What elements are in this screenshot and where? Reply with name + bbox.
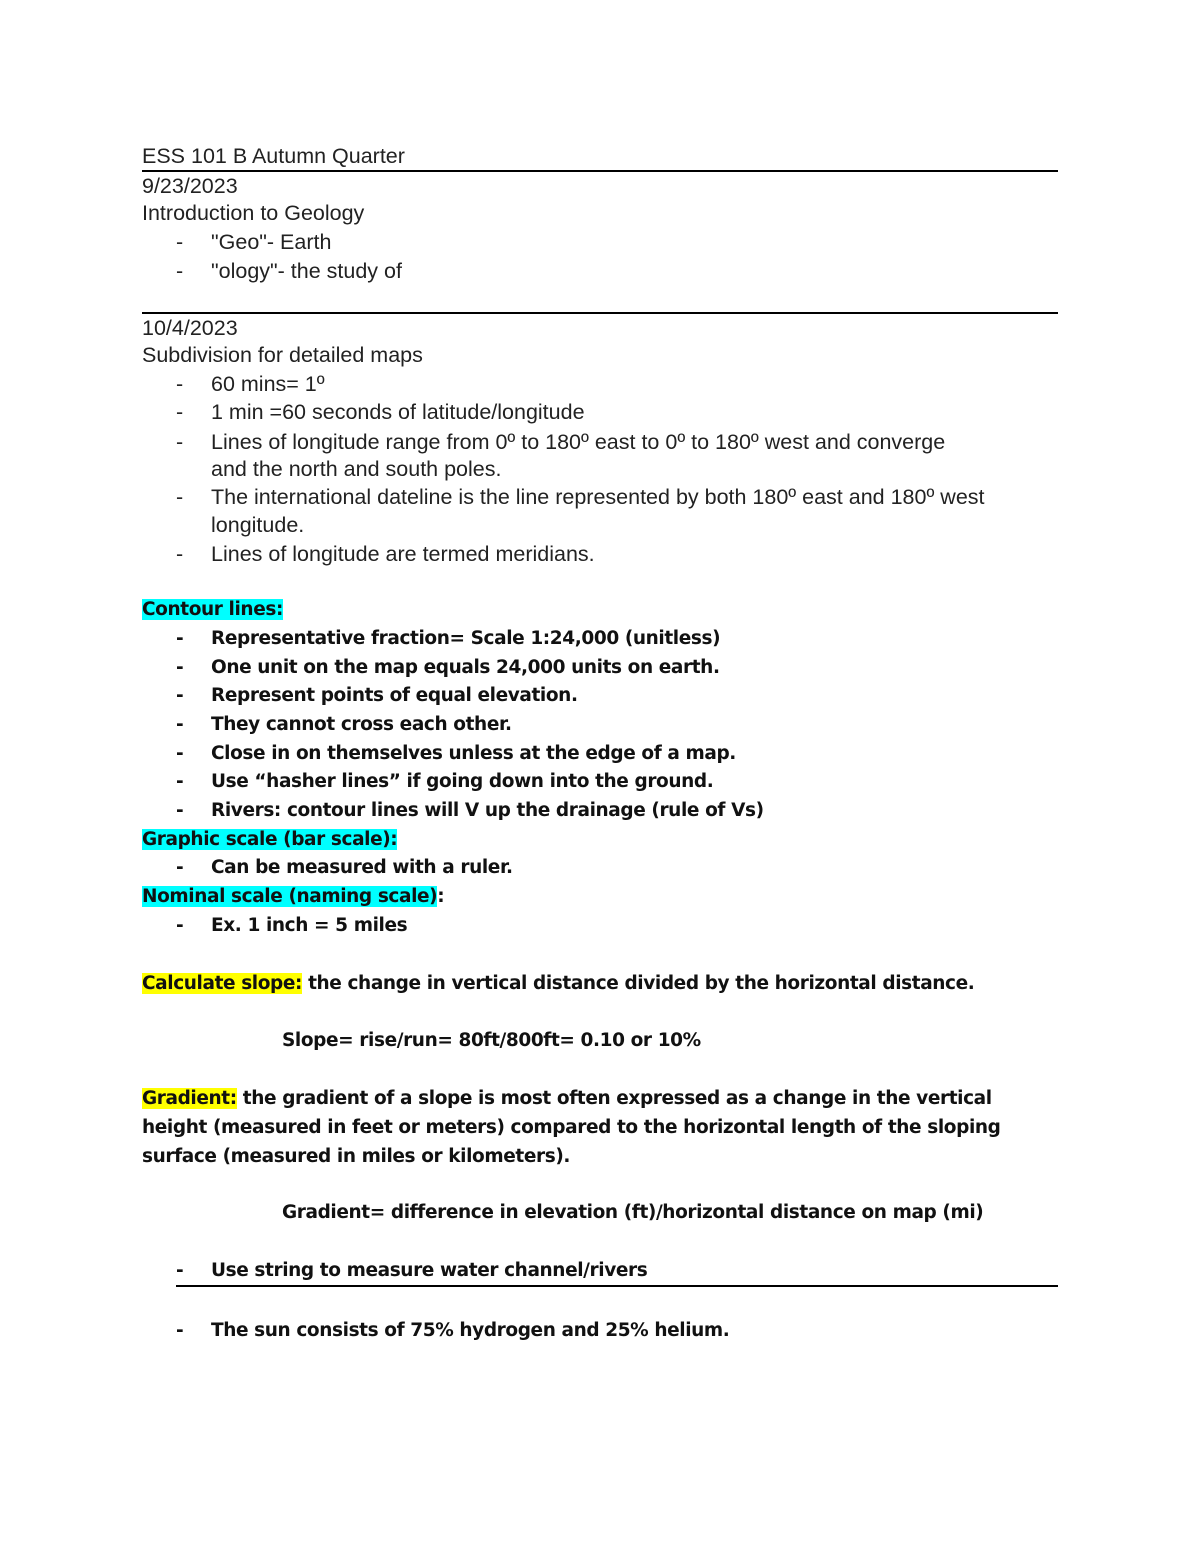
cyan-highlight: Graphic scale (bar scale): [142, 829, 398, 850]
section2-bullet: The international dateline is the line represented by both 180º east and 180º west [211, 485, 985, 509]
bullet-marker: - [176, 800, 184, 821]
bullet-marker: - [176, 857, 184, 878]
section2-bullet: 60 mins= 1º [211, 372, 325, 396]
contour-bullet: Represent points of equal elevation. [211, 685, 578, 706]
slope-paragraph [142, 970, 974, 998]
bullet-marker: - [176, 542, 184, 566]
section2-bullet: Lines of longitude range from 0º to 180º east to 0º to 180º west and converge [211, 430, 946, 454]
section1-date: 9/23/2023 [142, 174, 238, 198]
yellow-highlight: Calculate slope: [142, 973, 303, 994]
section2-bullet-continuation: longitude. [211, 513, 305, 537]
nominal-scale-bullet: Ex. 1 inch = 5 miles [211, 915, 408, 936]
contour-bullet: Rivers: contour lines will V up the drainage (rule of Vs) [211, 800, 764, 821]
contour-bullet: They cannot cross each other. [211, 714, 512, 735]
bullet-marker: - [176, 915, 184, 936]
gradient-text: the gradient of a slope is most often expressed as a change in the vertical height (measured in feet or meters) compared to the horizontal length of the sloping surface (measured in miles or kilometers). [142, 1088, 1001, 1167]
section2-heading: Subdivision for detailed maps [142, 343, 423, 367]
contour-bullet: Use “hasher lines” if going down into the ground. [211, 771, 714, 792]
bullet-marker: - [176, 628, 184, 649]
section2-bullet: Lines of longitude are termed meridians. [211, 542, 595, 566]
contour-bullet: Close in on themselves unless at the edge of a map. [211, 743, 736, 764]
section2-bullet-continuation: and the north and south poles. [211, 457, 502, 481]
final-bullet: Use string to measure water channel/rivers [211, 1260, 648, 1281]
graphic-scale-heading [142, 826, 397, 854]
slope-text: the change in vertical distance divided by the horizontal distance. [302, 973, 975, 994]
section1-heading: Introduction to Geology [142, 201, 365, 225]
bullet-marker: - [176, 400, 184, 424]
bullet-marker: - [176, 743, 184, 764]
bullet-marker: - [176, 714, 184, 735]
bullet-marker: - [176, 230, 184, 254]
title-rule [142, 170, 1058, 172]
graphic-scale-bullet: Can be measured with a ruler. [211, 857, 513, 878]
bullet-marker: - [176, 372, 184, 396]
contour-heading [142, 596, 283, 624]
cyan-highlight: Nominal scale (naming scale) [142, 886, 438, 907]
contour-bullet: Representative fraction= Scale 1:24,000 (unitless) [211, 628, 721, 649]
section-rule [142, 312, 1058, 314]
gradient-paragraph [142, 1084, 1032, 1171]
slope-formula: Slope= rise/run= 80ft/800ft= 0.10 or 10% [282, 1030, 701, 1051]
cyan-highlight: Contour lines: [142, 599, 283, 620]
section2-bullet: 1 min =60 seconds of latitude/longitude [211, 400, 585, 424]
gradient-formula: Gradient= difference in elevation (ft)/horizontal distance on map (mi) [282, 1202, 984, 1223]
bullet-marker: - [176, 1320, 184, 1341]
bullet-marker: - [176, 430, 184, 454]
contour-bullet: One unit on the map equals 24,000 units on earth. [211, 657, 720, 678]
document-title: ESS 101 B Autumn Quarter [142, 144, 405, 168]
bullet-marker: - [176, 485, 184, 509]
yellow-highlight: Gradient: [142, 1088, 237, 1109]
bullet-marker: - [176, 259, 184, 283]
nominal-scale-heading [142, 883, 444, 911]
bullet-marker: - [176, 1260, 184, 1281]
nominal-scale-colon: : [437, 886, 445, 907]
bullet-marker: - [176, 685, 184, 706]
bullet-marker: - [176, 771, 184, 792]
section2-date: 10/4/2023 [142, 316, 238, 340]
section1-bullet: "Geo"- Earth [211, 230, 332, 254]
section1-bullet: "ology"- the study of [211, 259, 402, 283]
final-rule [176, 1285, 1058, 1287]
final-bullet: The sun consists of 75% hydrogen and 25% helium. [211, 1320, 730, 1341]
bullet-marker: - [176, 657, 184, 678]
